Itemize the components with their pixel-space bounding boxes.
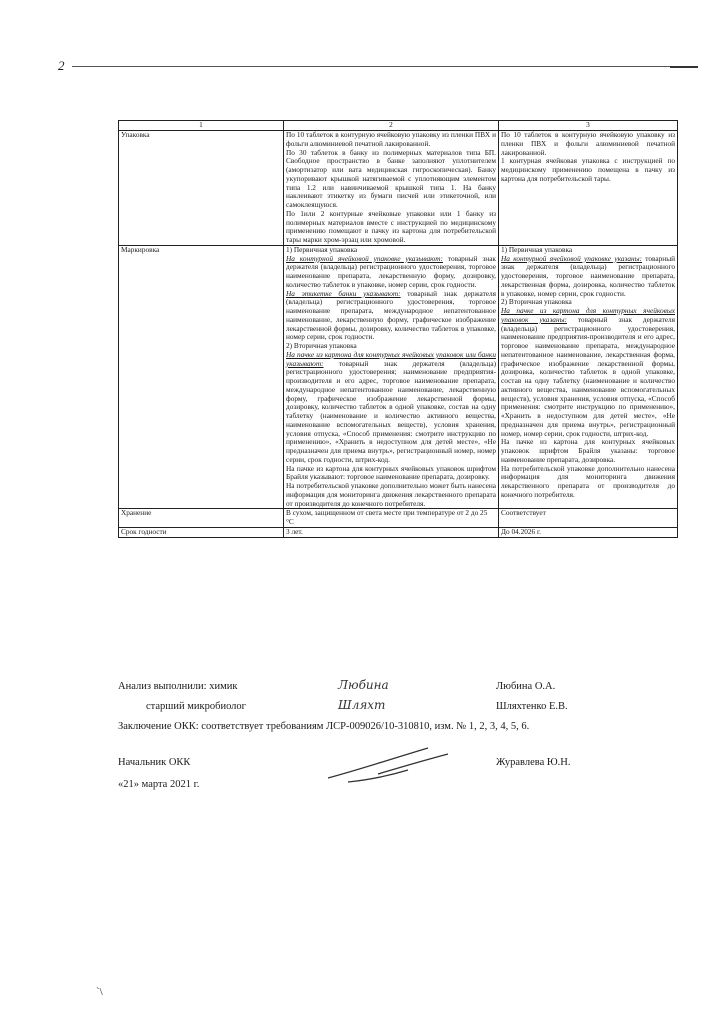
shelf-life-result: До 04.2026 г. <box>499 527 678 537</box>
conclusion-text: Заключение ОКК: соответствует требованиям ЛСР-009026/10-310810, изм. № 1, 2, 3, 4, 5, 6. <box>118 721 530 732</box>
labeling-req-h1: 1) Первичная упаковка <box>286 244 358 254</box>
top-rule <box>72 66 684 67</box>
specification-table <box>118 120 678 538</box>
header-cell-1: 1 <box>119 121 284 131</box>
head-signature-icon <box>318 740 458 790</box>
chemist-name: Любина О.А. <box>496 681 556 692</box>
labeling-requirement <box>284 245 499 509</box>
packaging-req-p2: По 30 таблеток в банку из полимерных материалов типа БП. Свободное пространство в банке заполняют уплотнителем (амортизатор или вата медицинская гигроскопическая). Банку укупоривают крышкой натягиваемой с уплотняющим элементом типа 1.2 или навинчиваемой крышкой типа 1. На банку наклеивают этикетку из бумаги писчей или этикеточной, или самоклеящуюся. <box>286 147 496 209</box>
labeling-result <box>499 245 678 509</box>
signature-date: «21» марта 2021 г. <box>118 779 200 790</box>
chemist-signature: Любина <box>338 678 389 692</box>
row-label-storage: Хранение <box>119 509 284 528</box>
row-label-shelf-life: Срок годности <box>119 527 284 537</box>
storage-result: Соответствует <box>499 509 678 528</box>
labeling-res-h1: 1) Первичная упаковка <box>501 244 573 254</box>
labeling-req-p5: На потребительской упаковке дополнительно может быть нанесена информация для мониторинга движения лекарственного препарата от производителя до конечного потребителя. <box>286 481 496 508</box>
head-name: Журавлева Ю.Н. <box>496 757 571 768</box>
labeling-req-p2: На этикетке банки указывают: товарный знак держателя (владельца) регистрационного удостоверения, торговое наименование препарата, международное непатентованное наименование, лекарственную форму, графическое изображение лекарственной формы, дозировку, количество таблеток в упаковке, номер серии, срок годности. <box>286 288 496 342</box>
microbiologist-signature: Шляхт <box>338 698 386 712</box>
packaging-result <box>499 131 678 246</box>
labeling-res-p2: На пачке из картона для контурных ячейковых упаковок указаны: товарный знак держателя (владельца) регистрационного удостоверения, наименование предприятия-производителя и его адрес, торговое наименование препарата, международное непатентованное наименование, лекарственная форма, графическое изображение лекарственной формы, дозировка, количество таблеток в одной упаковке, состав на одну таблетку (наименование и количество активного вещества, наименование вспомогательных веществ), условия хранения, условия отпуска, «Способ применения: смотрите инструкцию по применению», «Хранить в недоступном для детей месте», «Не предназначен для приема внутрь», регистрационный номер, номер серии, срок годности, штрих-код. <box>501 306 675 438</box>
labeling-res-p4: На потребительской упаковке дополнительно нанесена информация для мониторинга движения лекарственного препарата от производителя до конечного потребителя. <box>501 463 675 499</box>
table-row-storage <box>119 509 678 528</box>
labeling-req-p4: На пачке из картона для контурных ячейковых упаковок шрифтом Брайля указывают: торговое наименование препарата, дозировку. <box>286 463 496 482</box>
table-row-shelf-life <box>119 527 678 537</box>
head-label: Начальник ОКК <box>118 757 191 768</box>
packaging-requirement <box>284 131 499 246</box>
labeling-res-h2: 2) Вторичная упаковка <box>501 297 572 307</box>
table-row-labeling <box>119 245 678 509</box>
header-cell-2: 2 <box>284 121 499 131</box>
header-cell-3: 3 <box>499 121 678 131</box>
packaging-res-p1: По 10 таблеток в контурную ячейковую упаковку из пленки ПВХ и фольги алюминиевой печатной лакированной. <box>501 130 675 157</box>
row-label-labeling: Маркировка <box>119 245 284 509</box>
table-header-row <box>119 121 678 131</box>
microbiologist-name: Шляхтенко Е.В. <box>496 701 568 712</box>
labeling-req-p1: На контурной ячейковой упаковке указывают: товарный знак держателя (владельца) регистрационного удостоверения, торговое наименование препарата, лекарственную форму, дозировку, количество таблеток в упаковке, номер серии, срок годности. <box>286 253 496 289</box>
row-label-packaging: Упаковка <box>119 131 284 246</box>
labeling-res-p3: На пачке из картона для контурных ячейковых упаковок шрифтом Брайля указаны: торговое наименование препарата, дозировка. <box>501 437 675 464</box>
packaging-req-p1: По 10 таблеток в контурную ячейковую упаковку из пленки ПВХ и фольги алюминиевой печатной лакированной. <box>286 130 496 148</box>
shelf-life-requirement: 3 лет. <box>284 527 499 537</box>
packaging-req-p3: По 1или 2 контурные ячейковые упаковки или 1 банку из полимерных материалов вместе с инструкцией по медицинскому применению помещают в пачку из картона для потребительской тары марки хром-эрзац или хромовой. <box>286 208 496 244</box>
margin-mark: `\ <box>96 986 103 998</box>
labeling-req-h2: 2) Вторичная упаковка <box>286 341 357 350</box>
table-row-packaging <box>119 131 678 246</box>
packaging-res-p2: 1 контурная ячейковая упаковка с инструкцией по медицинскому применению помещена в пачку из картона для потребительской тары. <box>501 156 675 183</box>
page-number: 2 <box>58 58 65 73</box>
senior-microbiologist-label: старший микробиолог <box>146 701 246 712</box>
storage-requirement: В сухом, защищенном от света месте при температуре от 2 до 25 °С <box>284 509 499 528</box>
analysis-label: Анализ выполнили: химик <box>118 681 238 692</box>
labeling-req-p3: На пачке из картона для контурных ячейковых упаковок или банки указывают: товарный знак держателя (владельца) регистрационного удостоверения; наименование предприятия-производителя и его адрес, торговое наименование препарата, международное непатентованное наименование, лекарственную форму, графическое изображение лекарственной формы, дозировку, количество таблеток в одной упаковке, состав на одну таблетку (наименование и количество активного вещества, наименование вспомогательных веществ), условия хранения, условия отпуска, «Способ применения: смотрите инструкцию по применению», «Хранить в недоступном для детей месте», «Не предназначен для приема внутрь», регистрационный номер, номер серии, срок годности, штрих-код. <box>286 349 496 464</box>
corner-mark <box>670 66 698 68</box>
labeling-res-p1: На контурной ячейковой упаковке указаны: товарный знак держателя (владельца) регистрационного удостоверения, торговое наименование препарата, лекарственная форма, дозировка, количество таблеток в упаковке, номер серии, срок годности. <box>501 253 676 298</box>
